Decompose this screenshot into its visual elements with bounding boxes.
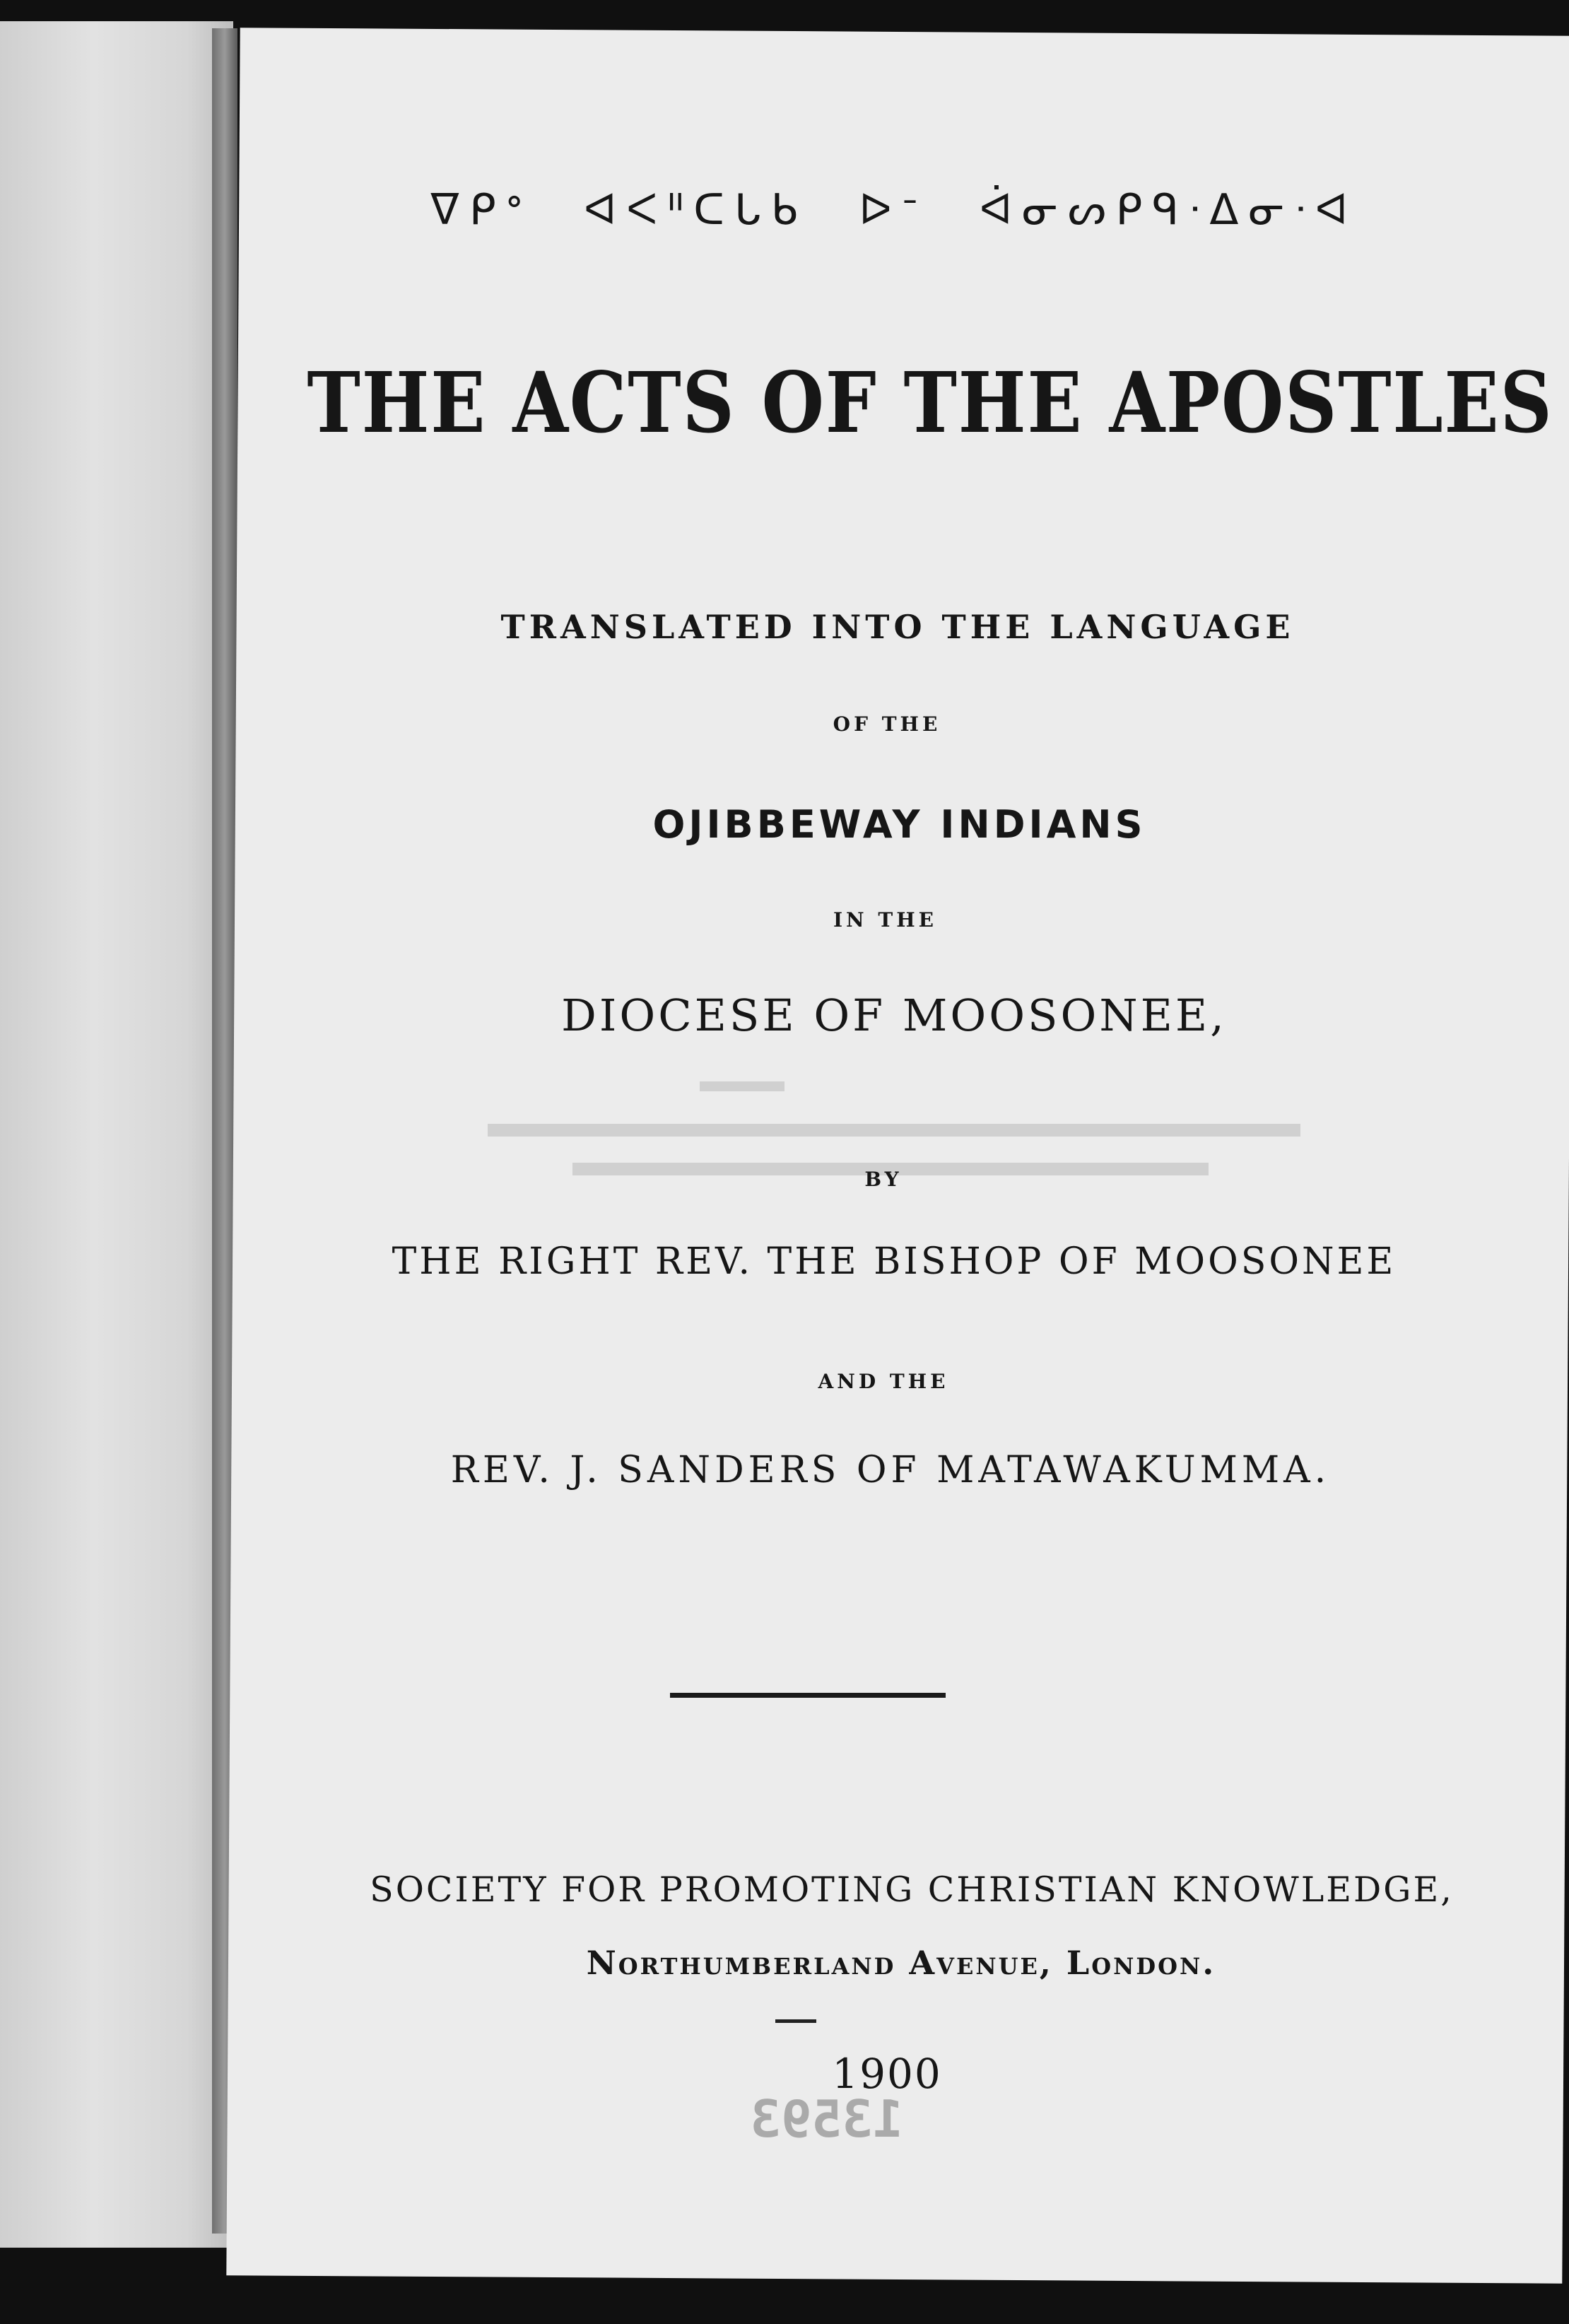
svg-text:13593: 13593 bbox=[750, 2089, 904, 2149]
title-page-text bbox=[233, 0, 1569, 2324]
book-title: THE ACTS OF THE APOSTLES bbox=[307, 353, 1553, 452]
sanders-line: REV. J. SANDERS OF MATAWAKUMMA. bbox=[450, 1449, 1331, 1491]
show-through-text bbox=[403, 1074, 1428, 1216]
in-the-label: IN THE bbox=[833, 908, 938, 932]
of-the-label: OF THE bbox=[833, 712, 941, 736]
translated-line: TRANSLATED INTO THE LANGUAGE bbox=[500, 608, 1295, 646]
publication-year: 1900 bbox=[832, 2050, 942, 2098]
by-label: BY bbox=[864, 1168, 903, 1191]
bishop-line: THE RIGHT REV. THE BISHOP OF MOOSONEE bbox=[392, 1240, 1397, 1283]
facing-page-edge bbox=[0, 21, 233, 2248]
library-stamp bbox=[728, 2089, 926, 2149]
horizontal-rule bbox=[670, 1693, 946, 1698]
diocese-line: DIOCESE OF MOOSONEE, bbox=[561, 990, 1227, 1041]
publisher-address: Northumberland Avenue, London. bbox=[586, 1944, 1216, 1982]
short-dash bbox=[775, 2019, 816, 2023]
and-the-label: AND THE bbox=[818, 1370, 949, 1393]
publisher-name: SOCIETY FOR PROMOTING CHRISTIAN KNOWLEDGE, bbox=[370, 1870, 1454, 1910]
syllabics-title: ᐁᑭᐤ ᐊᐸᐦᑕᒐᑲ ᐅᐨ ᐋᓂᔕᑭᑫᐧᐃᓂᐧᐊ bbox=[430, 185, 1358, 235]
people-name: OJIBBEWAY INDIANS bbox=[652, 802, 1146, 847]
